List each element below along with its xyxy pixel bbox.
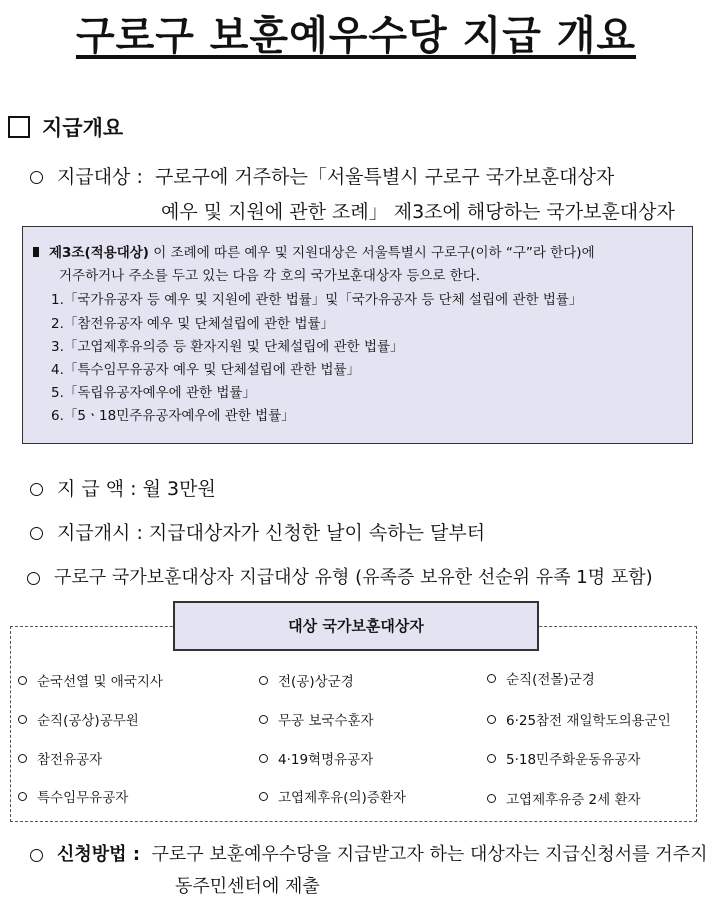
small-circle-icon (259, 715, 268, 724)
law-item: 3.「고엽제후유의증 등 환자지원 및 단체설립에 관한 법률」 (51, 339, 404, 355)
law-item: 6.「5ㆍ18민주유공자예우에 관한 법률」 (51, 408, 295, 424)
category-item: 참전유공자 (18, 748, 102, 768)
category-item: 순직(공상)공무원 (18, 709, 139, 729)
law-item: 5.「독립유공자예우에 관한 법률」 (51, 385, 256, 401)
small-circle-icon (487, 715, 496, 724)
category-item: 5·18민주화운동유공자 (487, 748, 640, 768)
category-item: 전(공)상군경 (259, 670, 354, 690)
small-circle-icon (487, 794, 496, 803)
small-circle-icon (18, 715, 27, 724)
small-circle-icon (487, 754, 496, 763)
circle-bullet-icon (27, 572, 40, 585)
category-item: 고엽제후유증 2세 환자 (487, 788, 641, 808)
types-heading: 구로구 국가보훈대상자 지급대상 유형 (유족증 보유한 선순위 유족 1명 포함) (27, 563, 653, 589)
start-line: 지급개시 : 지급대상자가 신청한 날이 속하는 달부터 (30, 518, 485, 545)
apply-line-2: 동주민센터에 제출 (175, 876, 320, 897)
category-item: 4·19혁명유공자 (259, 748, 373, 768)
small-circle-icon (259, 792, 268, 801)
law-item: 1.「국가유공자 등 예우 및 지원에 관한 법률」및「국가유공자 등 단체 설립에 관한 법률」 (51, 292, 583, 308)
category-item: 무공 보국수훈자 (259, 709, 374, 729)
category-item: 고엽제후유(의)증환자 (259, 786, 406, 806)
law-item: 4.「특수임무유공자 예우 및 단체설립에 관한 법률」 (51, 362, 361, 378)
circle-bullet-icon (30, 849, 43, 862)
categories-box-title: 대상 국가보훈대상자 (173, 601, 539, 651)
circle-bullet-icon (30, 527, 43, 540)
small-circle-icon (259, 676, 268, 685)
target-line-2: 예우 및 지원에 관한 조례」 제3조에 해당하는 국가보훈대상자 (161, 201, 675, 223)
small-circle-icon (259, 754, 268, 763)
category-item: 특수임무유공자 (18, 786, 128, 806)
small-circle-icon (18, 676, 27, 685)
small-circle-icon (18, 792, 27, 801)
law-item: 2.「참전유공자 예우 및 단체설립에 관한 법률」 (51, 316, 335, 332)
law-excerpt-box (22, 226, 693, 444)
apply-line-1: 신청방법 : 구로구 보훈예우수당을 지급받고자 하는 대상자는 지급신청서를 거주지 (30, 840, 707, 866)
square-bullet-icon (33, 247, 39, 257)
circle-bullet-icon (30, 483, 43, 496)
category-item: 순국선열 및 애국지사 (18, 670, 163, 690)
small-circle-icon (487, 674, 496, 683)
category-item: 순직(전몰)군경 (487, 668, 595, 688)
checkbox-icon (8, 116, 30, 138)
law-heading-line2: 거주하거나 주소를 두고 있는 다음 각 호의 국가보훈대상자 등으로 한다. (59, 268, 481, 284)
target-line-1: 지급대상 : 구로구에 거주하는「서울특별시 구로구 국가보훈대상자 (30, 162, 614, 189)
page-title: 구로구 보훈예우수당 지급 개요 (75, 13, 637, 59)
small-circle-icon (18, 754, 27, 763)
section-heading: 지급개요 (8, 112, 123, 142)
amount-line: 지 급 액 : 월 3만원 (30, 474, 216, 501)
circle-bullet-icon (30, 171, 43, 184)
law-heading: 제3조(적용대상) 이 조례에 따른 예우 및 지원대상은 서울특별시 구로구(이하 “구”라 한다)에 (33, 241, 595, 261)
category-item: 6·25참전 재일학도의용군인 (487, 709, 671, 729)
